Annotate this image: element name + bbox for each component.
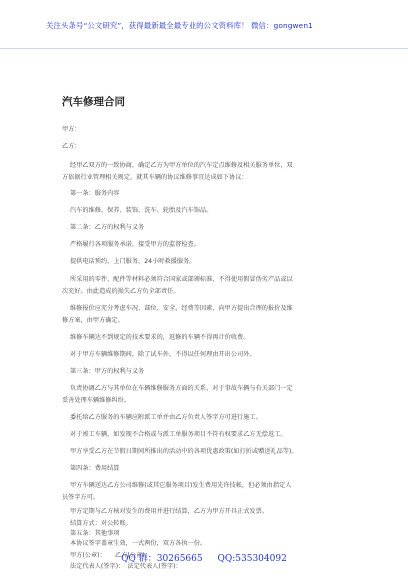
section-heading-2: 第二条：乙方的权利与义务 [70, 224, 145, 231]
paragraph-line: 严格履行各项服务承诺，接受甲方的监督检查。 [70, 241, 200, 248]
party-a-line: 甲方： [62, 126, 81, 133]
paragraph-line: 妥善处理车辆维修纠纷。 [62, 397, 131, 404]
section-heading-3: 第三条：甲方的权利与义务 [70, 368, 145, 375]
paragraph-line: 经甲乙双方的一致协商，确定乙方为甲方单位的汽车定点维修及相关服务单位，双 [70, 162, 293, 169]
qq-number: QQ:535304092 [217, 554, 287, 564]
top-banner [0, 0, 408, 49]
footer-contact [0, 551, 408, 564]
paragraph-line: 维修车辆达不到规定的技术要求的，返修的车辆不得再计价收费。 [70, 334, 250, 341]
paragraph-line: 甲方享受乙方在节假日期间所推出的活动中的各项优惠政策(如打折或赠送礼品等)。 [70, 448, 298, 455]
section-heading-4: 第四条：费用结算 [70, 465, 120, 472]
section-heading-5: 第五条：其他事项 [70, 530, 120, 537]
paragraph-line: 汽车的维修、保养、装饰、洗车、轮胎及汽车饰品。 [70, 207, 213, 214]
paragraph-line: 甲方车辆送达乙方公司维修(或其它服务项目)发生费用先许技帐，但必须由指定人 [70, 482, 292, 489]
paragraph-line: 修方案，由甲方确定。 [62, 317, 124, 324]
paragraph-line: 负责协调乙方与其单位在车辆维修服务方面的关系，对于事故车辆与有关部门一定 [70, 385, 293, 392]
paragraph-line: 对于甲方车辆维修期间，除了试车外，不得以任何理由开出公司外。 [70, 351, 256, 358]
paragraph-line: 员签字方可。 [62, 494, 100, 501]
paragraph-line: 委托给乙方服务的车辆应附派工单并由乙方负责人签字方可进行施工。 [70, 414, 262, 421]
paragraph-line: 本协议签字盖章生效，一式两份，双方各执一份。 [70, 540, 207, 547]
signature-line-representative: 法定代表人(签字)： 法定代表人(签字)： [70, 563, 182, 570]
party-b-line: 乙方： [62, 143, 81, 150]
promo-banner-text: 关注头条号“公文研究”，获得最新最全最专业的公文资料库！ 微信：gongwen1 [46, 21, 313, 30]
signature-line-seal: 甲方(公章)： 乙方(公章)： [70, 552, 151, 559]
paragraph-line: 维修报价应充分考虑车况、部位、安全、经费等因素，向甲方提出合理的报价及维 [70, 305, 293, 312]
paragraph-line: 所采用的零件、配件等材料必须符合国家或部颁标准，不得使用假冒伪劣产品或以 [70, 276, 293, 283]
document-title: 汽车修理合同 [62, 96, 125, 108]
paragraph-line: 提供电话预约，上门服务，24小时救援服务。 [70, 258, 196, 265]
paragraph-line: 方依据行业管理相关规定，就其车辆的协议维修事宜达成如下协议： [62, 174, 248, 181]
paragraph-line: 对于竣工车辆，如发现不合格或与派工单服务项目不符有权要求乙方无偿返工。 [70, 431, 287, 438]
paragraph-line: 次充好。由此造成的损失乙方负全部责任。 [62, 288, 180, 295]
qq-group-number: QQ 群：30265665 [121, 554, 203, 564]
section-heading-1: 第一条：服务内容 [70, 190, 120, 197]
paragraph-line: 结算方式：对公转账。 [70, 520, 132, 527]
paragraph-line: 甲方定期与乙方核对发生的费用并进行结算，乙方为甲方开具正式发票。 [70, 508, 268, 515]
